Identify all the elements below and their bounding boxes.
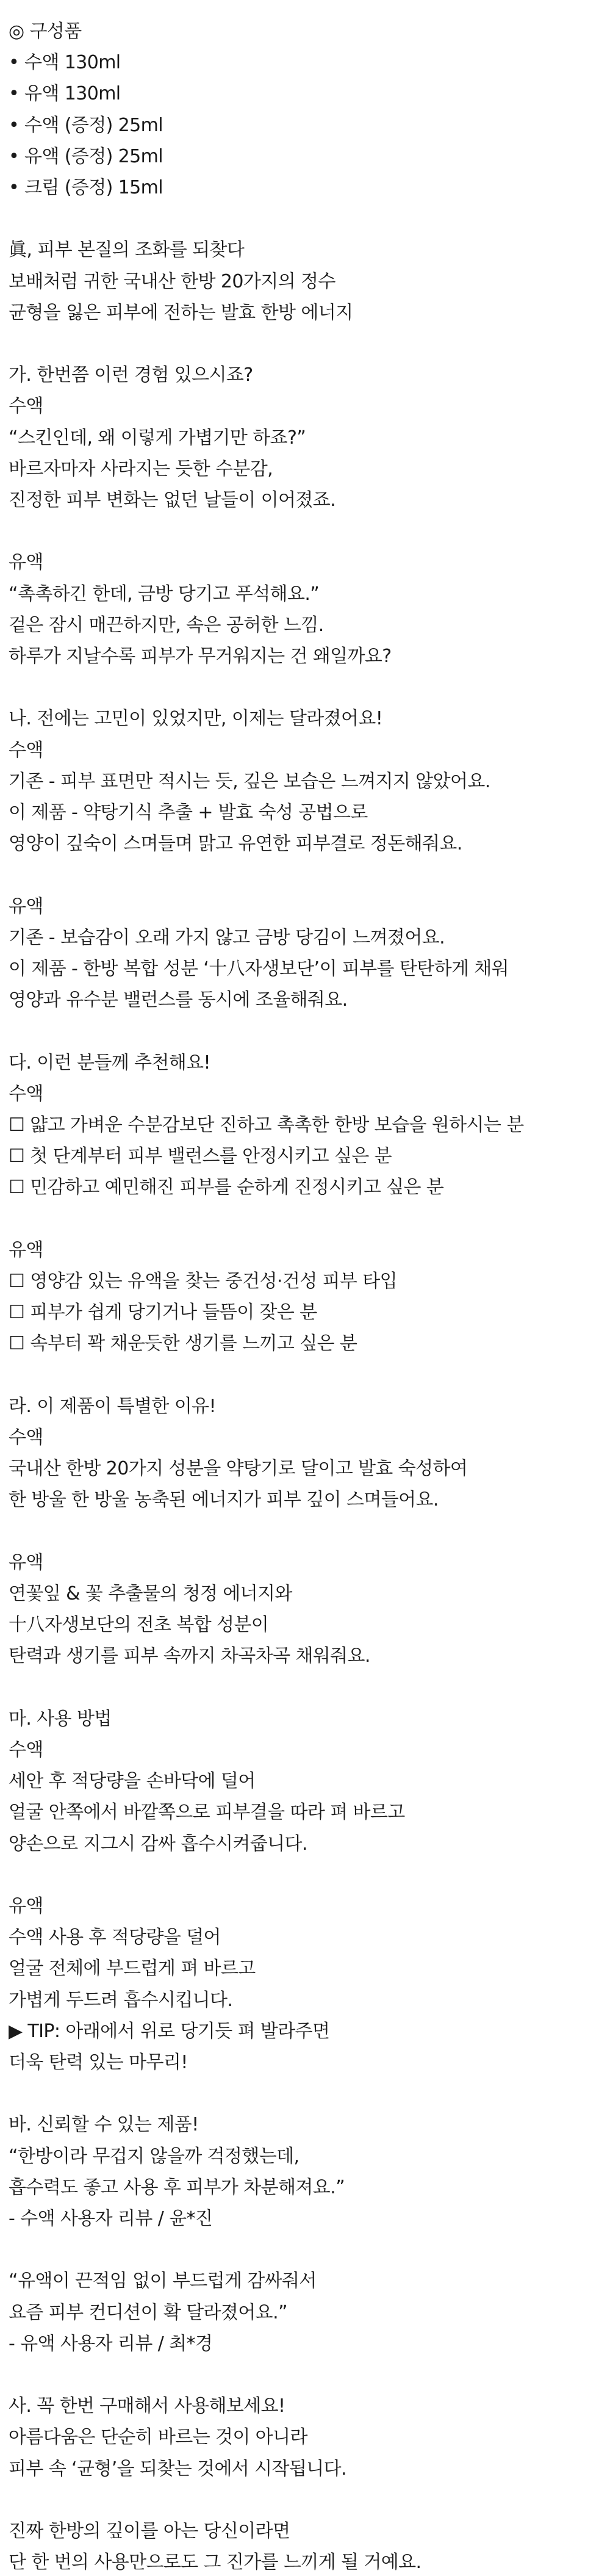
section-da-line: 수액 (9, 1083, 43, 1105)
section-ra-emulsion-line: 十八자생보단의 전초 복합 성분이 (9, 1614, 269, 1636)
section-ra-line: 국내산 한방 20가지 성분을 약탕기로 달이고 발효 숙성하여 (9, 1458, 468, 1479)
section-ma-line: 얼굴 안쪽에서 바깥쪽으로 피부결을 따라 펴 바르고 (9, 1802, 405, 1823)
components-section-line: • 유액 130ml (9, 83, 121, 104)
section-ga-emulsion-line: 겉은 잠시 매끈하지만, 속은 공허한 느낌. (9, 615, 324, 636)
section-ra-line: 한 방울 한 방울 농축된 에너지가 피부 깊이 스며들어요. (9, 1489, 439, 1510)
section-ga-line: 바르자마자 사라지는 듯한 수분감, (9, 458, 273, 480)
section-ma-line: 마. 사용 방법 (9, 1708, 112, 1730)
components-section-line: • 유액 (증정) 25ml (9, 146, 163, 167)
section-ma-emulsion-line: 얼굴 전체에 부드럽게 펴 바르고 (9, 1958, 256, 1979)
section-ba-review2-line: - 유액 사용자 리뷰 / 최*경 (9, 2333, 213, 2354)
components-section-line: • 수액 130ml (9, 52, 121, 73)
section-ma-emulsion-line: 가볍게 두드려 흡수시킵니다. (9, 1990, 233, 2011)
components-section-line: • 크림 (증정) 15ml (9, 177, 163, 198)
section-ba-line: 바. 신뢰할 수 있는 제품! (9, 2114, 199, 2135)
intro-section-line: 眞, 피부 본질의 조화를 되찾다 (9, 239, 245, 261)
section-da-emulsion-line: ☐ 피부가 쉽게 당기거나 들뜸이 잦은 분 (9, 1302, 317, 1323)
section-ma-emulsion-line: 더욱 탄력 있는 마무리! (9, 2052, 188, 2073)
section-na-emulsion-line: 이 제품 - 한방 복합 성분 ‘十八자생보단’이 피부를 탄탄하게 채워 (9, 958, 509, 980)
section-ga-line: 수액 (9, 395, 43, 417)
section-ma-emulsion-line: 수액 사용 후 적당량을 덜어 (9, 1927, 221, 1948)
section-ra-emulsion-line: 연꽃잎 & 꽃 추출물의 청정 에너지와 (9, 1583, 292, 1604)
closing-section-line: 진짜 한방의 깊이를 아는 당신이라면 (9, 2520, 290, 2542)
section-ma-emulsion-line: 유액 (9, 1896, 43, 1917)
section-na-line: 나. 전에는 고민이 있었지만, 이제는 달라졌어요! (9, 708, 383, 729)
section-da-emulsion-line: ☐ 영양감 있는 유액을 찾는 중건성·건성 피부 타입 (9, 1271, 398, 1292)
section-ga-emulsion-line: “촉촉하긴 한데, 금방 당기고 푸석해요.” (9, 583, 320, 605)
section-ba-review2-line: 요즘 피부 컨디션이 확 달라졌어요.” (9, 2302, 287, 2323)
section-ba-line: - 수액 사용자 리뷰 / 윤*진 (9, 2208, 213, 2229)
section-ga-line: 진정한 피부 변화는 없던 날들이 이어졌죠. (9, 489, 336, 511)
section-ra-emulsion-line: 유액 (9, 1552, 43, 1573)
section-ma-line: 양손으로 지그시 감싸 흡수시켜줍니다. (9, 1833, 307, 1855)
section-da-line: ☐ 첫 단계부터 피부 밸런스를 안정시키고 싶은 분 (9, 1145, 392, 1167)
section-ga-emulsion-line: 유액 (9, 552, 43, 573)
section-na-line: 이 제품 - 약탕기식 추출 + 발효 숙성 공법으로 (9, 802, 368, 823)
section-sa-line: 사. 꼭 한번 구매해서 사용해보세요! (9, 2395, 285, 2417)
section-sa-line: 아름다움은 단순히 바르는 것이 아니라 (9, 2426, 307, 2448)
section-da-emulsion-line: 유액 (9, 1239, 43, 1261)
section-ra-line: 라. 이 제품이 특별한 이유! (9, 1396, 216, 1417)
section-da-line: 다. 이런 분들께 추천해요! (9, 1052, 210, 1073)
section-na-emulsion-line: 영양과 유수분 밸런스를 동시에 조율해줘요. (9, 989, 348, 1011)
section-ga-line: “스킨인데, 왜 이렇게 가볍기만 하죠?” (9, 427, 306, 449)
components-section-line: • 수액 (증정) 25ml (9, 115, 163, 136)
components-section-line: ◎ 구성품 (9, 21, 82, 42)
section-ga-line: 가. 한번쯤 이런 경험 있으시죠? (9, 364, 253, 386)
section-ma-line: 세안 후 적당량을 손바닥에 덜어 (9, 1770, 256, 1792)
closing-section-line: 단 한 번의 사용만으로도 그 진가를 느끼게 될 거예요. (9, 2552, 422, 2573)
section-na-line: 수액 (9, 740, 43, 761)
section-da-line: ☐ 민감하고 예민해진 피부를 순하게 진정시키고 싶은 분 (9, 1177, 444, 1198)
section-na-line: 기존 - 피부 표면만 적시는 듯, 깊은 보습은 느껴지지 않았어요. (9, 771, 490, 792)
section-ma-line: 수액 (9, 1739, 43, 1761)
section-ba-line: “한방이라 무겁지 않을까 걱정했는데, (9, 2146, 300, 2167)
section-sa-line: 피부 속 ‘균형’을 되찾는 것에서 시작됩니다. (9, 2458, 346, 2480)
section-na-emulsion-line: 기존 - 보습감이 오래 가지 않고 금방 당김이 느껴졌어요. (9, 927, 445, 948)
section-na-emulsion-line: 유액 (9, 896, 43, 917)
section-da-emulsion-line: ☐ 속부터 꽉 채운듯한 생기를 느끼고 싶은 분 (9, 1333, 357, 1354)
section-da-line: ☐ 얇고 가벼운 수분감보단 진하고 촉촉한 한방 보습을 원하시는 분 (9, 1114, 524, 1136)
section-ba-line: 흡수력도 좋고 사용 후 피부가 차분해져요.” (9, 2177, 345, 2198)
intro-section-line: 보배처럼 귀한 국내산 한방 20가지의 정수 (9, 271, 336, 292)
section-ra-emulsion-line: 탄력과 생기를 피부 속까지 차곡차곡 채워줘요. (9, 1645, 370, 1667)
section-ma-emulsion-line: ▶ TIP: 아래에서 위로 당기듯 펴 발라주면 (9, 2021, 330, 2042)
section-ra-line: 수액 (9, 1427, 43, 1448)
section-na-line: 영양이 깊숙이 스며들며 맑고 유연한 피부결로 정돈해줘요. (9, 833, 462, 854)
section-ga-emulsion-line: 하루가 지날수록 피부가 무거워지는 건 왜일까요? (9, 646, 392, 667)
intro-section-line: 균형을 잃은 피부에 전하는 발효 한방 에너지 (9, 302, 353, 323)
section-ba-review2-line: “유액이 끈적임 없이 부드럽게 감싸줘서 (9, 2270, 317, 2292)
